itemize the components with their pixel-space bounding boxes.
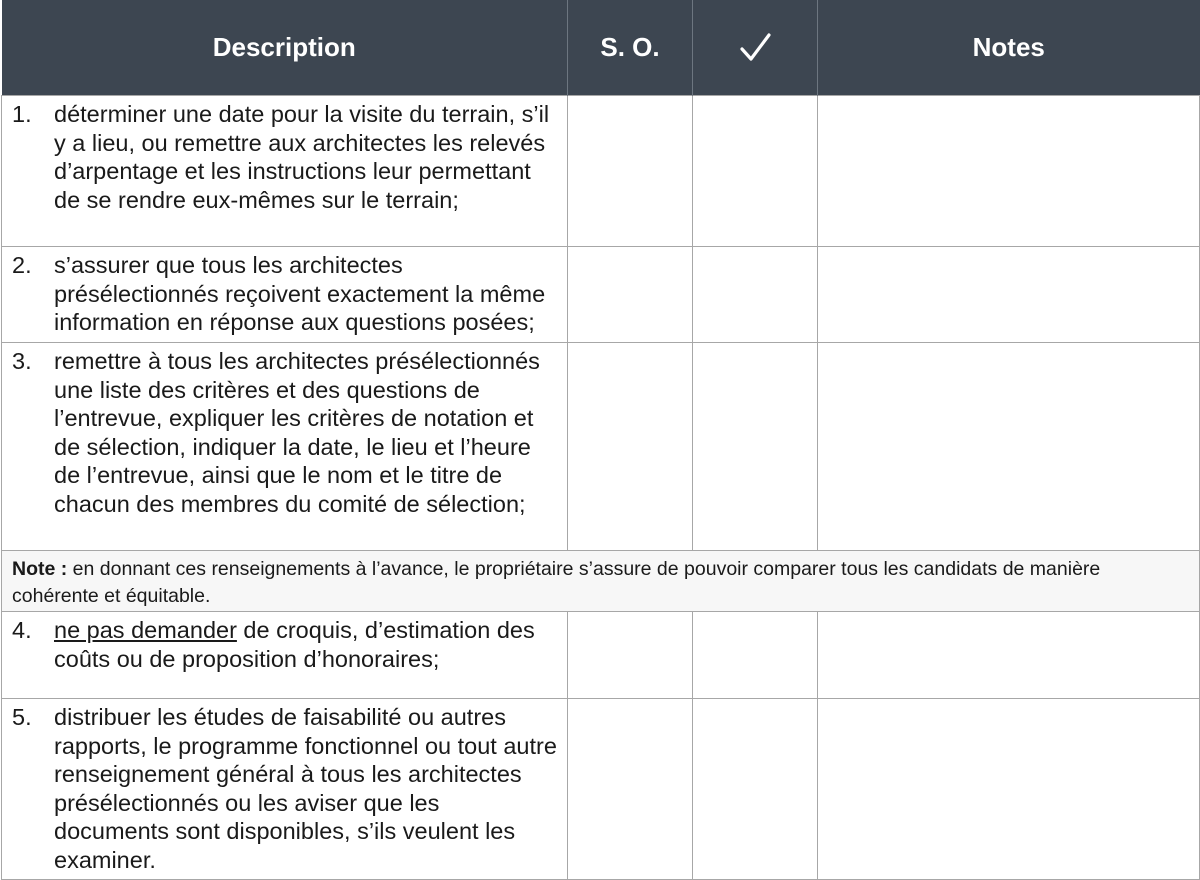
item-text-rest: de croquis, d’estimation des coûts ou de proposition d’honoraires; (54, 617, 535, 672)
note-label: Note : (12, 558, 68, 580)
check-cell[interactable] (693, 247, 818, 343)
check-cell[interactable] (693, 612, 818, 699)
notes-cell[interactable] (818, 699, 1200, 880)
item-number: 5. (12, 704, 32, 730)
notes-cell[interactable] (818, 96, 1200, 247)
description-cell (2, 612, 568, 699)
so-cell[interactable] (568, 343, 693, 551)
item-text (54, 616, 559, 673)
item-text: remettre à tous les architectes présélectionnés une liste des critères et des questions de l’entrevue, expliquer les critères de notation et de sélection, indiquer la date, le lieu et l’heure de l’entrevue, ainsi que le nom et le titre de chacun des membres du comité de sélection; (54, 348, 540, 517)
description-cell (2, 343, 568, 551)
table-row (2, 343, 1200, 551)
table-row (2, 247, 1200, 343)
so-cell[interactable] (568, 699, 693, 880)
description-cell (2, 96, 568, 247)
check-cell[interactable] (693, 96, 818, 247)
checkmark-icon (738, 31, 772, 65)
note-text: en donnant ces renseignements à l’avance, le propriétaire s’assure de pouvoir comparer tous les candidats de manière cohérente et équitable. (12, 558, 1101, 607)
table-row (2, 612, 1200, 699)
table-row (2, 699, 1200, 880)
so-cell[interactable] (568, 612, 693, 699)
checklist-table (1, 0, 1200, 880)
description-cell (2, 699, 568, 880)
item-text: distribuer les études de faisabilité ou autres rapports, le programme fonctionnel ou tout autre renseignement général à tous les architectes présélectionnés ou les aviser que les documents sont disponibles, s’ils veulent les examiner. (54, 704, 557, 873)
note-cell (2, 551, 1200, 612)
notes-cell[interactable] (818, 247, 1200, 343)
header-notes: Notes (818, 0, 1200, 96)
underlined-text: ne pas demander (54, 617, 237, 643)
header-description: Description (2, 0, 568, 96)
item-number: 2. (12, 252, 32, 278)
header-row (2, 0, 1200, 96)
description-cell (2, 247, 568, 343)
header-check (693, 0, 818, 96)
item-number: 4. (12, 617, 32, 643)
check-cell[interactable] (693, 699, 818, 880)
note-row (2, 551, 1200, 612)
header-so: S. O. (568, 0, 693, 96)
item-text: s’assurer que tous les architectes présélectionnés reçoivent exactement la même information en réponse aux questions posées; (54, 252, 546, 335)
notes-cell[interactable] (818, 612, 1200, 699)
item-number: 3. (12, 348, 32, 374)
so-cell[interactable] (568, 96, 693, 247)
notes-cell[interactable] (818, 343, 1200, 551)
item-number: 1. (12, 101, 32, 127)
check-cell[interactable] (693, 343, 818, 551)
item-text: déterminer une date pour la visite du terrain, s’il y a lieu, ou remettre aux architectes les relevés d’arpentage et les instructions leur permettant de se rendre eux-mêmes sur le terrain; (54, 101, 550, 213)
table-row (2, 96, 1200, 247)
so-cell[interactable] (568, 247, 693, 343)
